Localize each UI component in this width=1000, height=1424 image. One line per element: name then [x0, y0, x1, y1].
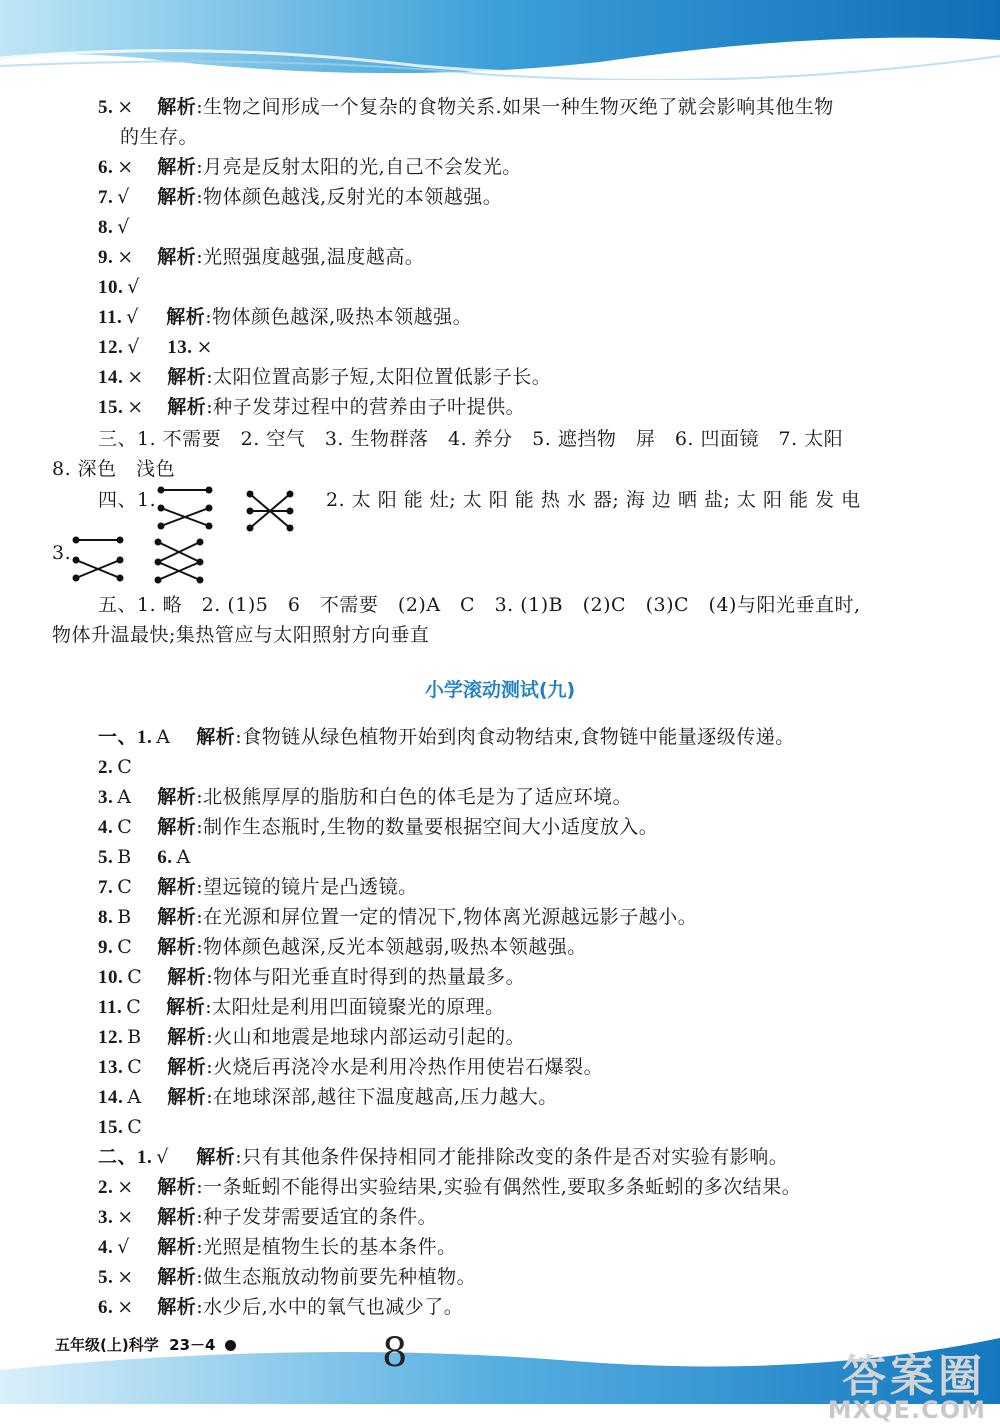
answer-line: [98, 842, 207, 873]
analysis-text: 食物链从绿色植物开始到肉食动物结束,食物链中能量逐级传递。: [242, 726, 795, 748]
watermark: [828, 1340, 986, 1424]
matching-diagram-1a: [155, 484, 215, 532]
page-number: 8: [382, 1330, 408, 1376]
answer-mark: C: [126, 996, 142, 1018]
analysis-label: 解析: [166, 306, 206, 328]
question-number: 12.: [98, 1027, 124, 1048]
answer-line: [98, 1292, 463, 1323]
answer-line: [98, 1142, 788, 1173]
analysis-text: 望远镜的镜片是凸透镜。: [203, 876, 418, 898]
analysis-text: 光照是植物生长的基本条件。: [203, 1236, 457, 1258]
analysis-text: 在光源和屏位置一定的情况下,物体离光源越远影子越小。: [203, 906, 698, 928]
colon: :: [196, 246, 204, 268]
answer-line: [98, 992, 505, 1023]
answer-line: [98, 1022, 525, 1053]
analysis-text: 太阳灶是利用凹面镜聚光的原理。: [212, 996, 505, 1018]
answer-line: [98, 212, 147, 243]
question-number: 10.: [98, 967, 124, 988]
answer-line: [98, 242, 424, 273]
answer-line: [98, 872, 418, 903]
analysis-label: 解析: [167, 1026, 207, 1048]
answer-mark: C: [117, 816, 133, 838]
colon: :: [196, 786, 204, 808]
answer-mark: ×: [117, 96, 134, 118]
analysis-text: 制作生态瓶时,生物的数量要根据空间大小适度放入。: [203, 816, 659, 838]
analysis-label: 解析: [157, 816, 197, 838]
matching-diagram-1b: [244, 488, 296, 534]
question-number: 6.: [98, 157, 114, 178]
answer-line: [98, 1172, 801, 1203]
answer-mark: √: [117, 216, 130, 238]
analysis-label: 解析: [157, 906, 197, 928]
answer-mark: √: [117, 186, 130, 208]
answer-mark: C: [127, 1116, 143, 1138]
question-number: 11.: [98, 307, 123, 328]
answer-line: [98, 812, 658, 843]
question-number: 15.: [98, 1117, 124, 1138]
colon: :: [235, 726, 243, 748]
question-number: 2.: [98, 1177, 114, 1198]
analysis-label: 解析: [196, 1146, 236, 1168]
analysis-text: 的生存。: [120, 126, 199, 148]
answer-mark: ×: [127, 396, 144, 418]
analysis-label: 解析: [157, 96, 197, 118]
answer-mark: √: [127, 336, 140, 358]
footer-grade: 五年级(上)科学: [55, 1336, 159, 1354]
answer-line: [98, 362, 551, 393]
analysis-text: 在地球深部,越往下温度越高,压力越大。: [213, 1086, 558, 1108]
section-5-line-1: 五、1. 略 2. (1)5 6 不需要 (2)A C 3. (1)B (2)C (3)C (4)与阳光垂直时,: [98, 594, 861, 616]
answer-mark: B: [117, 906, 132, 928]
answer-mark: ×: [127, 366, 144, 388]
matching-diagram-3a: [70, 534, 126, 584]
answer-mark: ×: [117, 156, 134, 178]
analysis-text: 光照强度越强,温度越高。: [203, 246, 425, 268]
answer-mark: B: [117, 846, 132, 868]
answer-line: [98, 302, 472, 333]
watermark-cn: 答案圈: [842, 1351, 986, 1402]
analysis-label: 解析: [157, 1266, 197, 1288]
answer-line: [98, 1052, 603, 1083]
answer-line: [98, 962, 525, 993]
question-number: 4.: [98, 1237, 114, 1258]
question-number: 2.: [98, 757, 114, 778]
colon: :: [205, 306, 213, 328]
section-4-item-3: 3.: [52, 542, 72, 564]
analysis-text: 物体颜色越深,吸热本领越强。: [212, 306, 473, 328]
question-number: 4.: [98, 817, 114, 838]
colon: :: [196, 156, 204, 178]
analysis-label: 解析: [167, 1056, 207, 1078]
question-number: 9.: [98, 247, 114, 268]
answer-line: [98, 752, 147, 783]
answer-line: [98, 782, 632, 813]
question-number: 5.: [98, 97, 114, 118]
answer-mark: ×: [117, 1176, 134, 1198]
colon: :: [196, 1296, 204, 1318]
question-number: 6.: [98, 1297, 114, 1318]
answer-line: [98, 1112, 157, 1143]
analysis-label: 解析: [157, 936, 197, 958]
footer-label: [55, 1334, 236, 1355]
question-number: 12.: [98, 337, 124, 358]
question-number: 8.: [98, 907, 114, 928]
answer-mark: C: [117, 756, 133, 778]
analysis-text: 水少后,水中的氧气也减少了。: [203, 1296, 464, 1318]
analysis-text: 月亮是反射太阳的光,自己不会发光。: [203, 156, 522, 178]
analysis-label: 解析: [157, 1236, 197, 1258]
answer-mark: ×: [117, 246, 134, 268]
question-number: 5.: [98, 1267, 114, 1288]
question-number: 8.: [98, 217, 114, 238]
colon: :: [196, 186, 204, 208]
analysis-label: 解析: [157, 156, 197, 178]
analysis-text: 生物之间形成一个复杂的食物关系.如果一种生物灭绝了就会影响其他生物: [203, 96, 834, 118]
question-number: 15.: [98, 397, 124, 418]
analysis-label: 解析: [157, 246, 197, 268]
answer-line: [98, 332, 227, 363]
section-4-prefix: 四、1.: [98, 489, 157, 511]
answer-mark: ×: [117, 1296, 134, 1318]
colon: :: [196, 816, 204, 838]
colon: :: [205, 996, 213, 1018]
answer-mark: √: [117, 1236, 130, 1258]
question-number: 3.: [98, 787, 114, 808]
section-3-line-2: 8. 深色 浅色: [52, 458, 176, 480]
answer-mark: √: [156, 1146, 169, 1168]
answer-mark: C: [117, 876, 133, 898]
answer-mark: C: [117, 936, 133, 958]
analysis-text: 物体颜色越浅,反射光的本领越强。: [203, 186, 503, 208]
answer-line: [98, 392, 525, 423]
answer-line: [98, 92, 834, 123]
analysis-text: 一条蚯蚓不能得出实验结果,实验有偶然性,要取多条蚯蚓的多次结果。: [203, 1176, 802, 1198]
answer-line: [98, 932, 587, 963]
question-number: 7.: [98, 187, 114, 208]
question-number: 5.: [98, 847, 114, 868]
analysis-label: 解析: [166, 996, 206, 1018]
answer-line: [98, 152, 522, 183]
question-number: 11.: [98, 997, 123, 1018]
question-number: 6.: [157, 847, 173, 868]
colon: :: [196, 876, 204, 898]
question-number: 1.: [137, 727, 153, 748]
analysis-label: 解析: [196, 726, 236, 748]
question-number: 10.: [98, 277, 124, 298]
analysis-text: 种子发芽过程中的营养由子叶提供。: [213, 396, 526, 418]
analysis-label: 解析: [167, 366, 207, 388]
section-3-line-1: 三、1. 不需要 2. 空气 3. 生物群落 4. 养分 5. 遮挡物 屏 6. 凹面镜 7. 太阳: [98, 428, 844, 450]
colon: :: [196, 1176, 204, 1198]
answer-mark: A: [176, 846, 191, 868]
analysis-text: 只有其他条件保持相同才能排除改变的条件是否对实验有影响。: [242, 1146, 789, 1168]
analysis-text: 火烧后再浇冷水是利用冷热作用使岩石爆裂。: [213, 1056, 604, 1078]
question-number: 14.: [98, 367, 124, 388]
answer-mark: ×: [196, 336, 213, 358]
answer-mark: C: [127, 966, 143, 988]
analysis-label: 解析: [167, 1086, 207, 1108]
colon: :: [196, 1206, 204, 1228]
colon: :: [196, 906, 204, 928]
matching-diagram-3b: [152, 536, 206, 586]
footer-code: 23－4: [169, 1336, 216, 1354]
colon: :: [206, 1056, 214, 1078]
colon: :: [196, 96, 204, 118]
analysis-label: 解析: [167, 966, 207, 988]
analysis-label: 解析: [157, 786, 197, 808]
colon: :: [235, 1146, 243, 1168]
question-number: 14.: [98, 1087, 124, 1108]
question-number: 3.: [98, 1207, 114, 1228]
section-title: 小学滚动测试(九): [424, 679, 576, 701]
analysis-text: 太阳位置高影子短,太阳位置低影子长。: [213, 366, 552, 388]
answer-line: [98, 1232, 457, 1263]
colon: :: [206, 1086, 214, 1108]
answer-line: [98, 182, 502, 213]
question-number: 13.: [98, 1057, 124, 1078]
question-number: 1.: [137, 1147, 153, 1168]
answer-mark: ×: [117, 1266, 134, 1288]
question-number: 13.: [167, 337, 193, 358]
section-4-item-2: 2. 太 阳 能 灶; 太 阳 能 热 水 器; 海 边 晒 盐; 太 阳 能 发 电: [326, 489, 861, 511]
colon: :: [196, 1266, 204, 1288]
colon: :: [206, 366, 214, 388]
answer-line: [98, 722, 795, 753]
analysis-text: 物体与阳光垂直时得到的热量最多。: [213, 966, 526, 988]
analysis-label: 解析: [167, 396, 207, 418]
answer-line: [98, 272, 157, 303]
section-number: 二、: [98, 1146, 138, 1168]
question-number: 7.: [98, 877, 114, 898]
answer-line: [98, 902, 697, 933]
top-decorative-band: [0, 0, 1000, 80]
analysis-label: 解析: [157, 186, 197, 208]
section-5-line-2: 物体升温最快;集热管应与太阳照射方向垂直: [52, 624, 430, 646]
analysis-text: 做生态瓶放动物前要先种植物。: [203, 1266, 477, 1288]
answer-mark: C: [127, 1056, 143, 1078]
bullet-icon: [225, 1340, 236, 1351]
answer-mark: A: [156, 726, 171, 748]
section-number: 一、: [98, 726, 138, 748]
answer-mark: √: [127, 276, 140, 298]
analysis-text: 火山和地震是地球内部运动引起的。: [213, 1026, 526, 1048]
answer-mark: B: [127, 1026, 142, 1048]
answer-line: [98, 1262, 476, 1293]
answer-mark: ×: [117, 1206, 134, 1228]
colon: :: [206, 966, 214, 988]
answer-mark: A: [117, 786, 132, 808]
colon: :: [206, 396, 214, 418]
watermark-en: MXQE.COM: [827, 1396, 986, 1424]
answer-mark: √: [126, 306, 139, 328]
analysis-label: 解析: [157, 876, 197, 898]
answer-line: [98, 1202, 437, 1233]
analysis-label: 解析: [157, 1176, 197, 1198]
question-number: 9.: [98, 937, 114, 958]
analysis-text: 北极熊厚厚的脂肪和白色的体毛是为了适应环境。: [203, 786, 633, 808]
analysis-label: 解析: [157, 1206, 197, 1228]
analysis-text: 种子发芽需要适宜的条件。: [203, 1206, 438, 1228]
analysis-label: 解析: [157, 1296, 197, 1318]
answer-mark: A: [127, 1086, 142, 1108]
colon: :: [196, 936, 204, 958]
answer-line: [120, 122, 198, 152]
answer-line: [98, 1082, 558, 1113]
analysis-text: 物体颜色越深,反光本领越弱,吸热本领越强。: [203, 936, 587, 958]
colon: :: [206, 1026, 214, 1048]
colon: :: [196, 1236, 204, 1258]
